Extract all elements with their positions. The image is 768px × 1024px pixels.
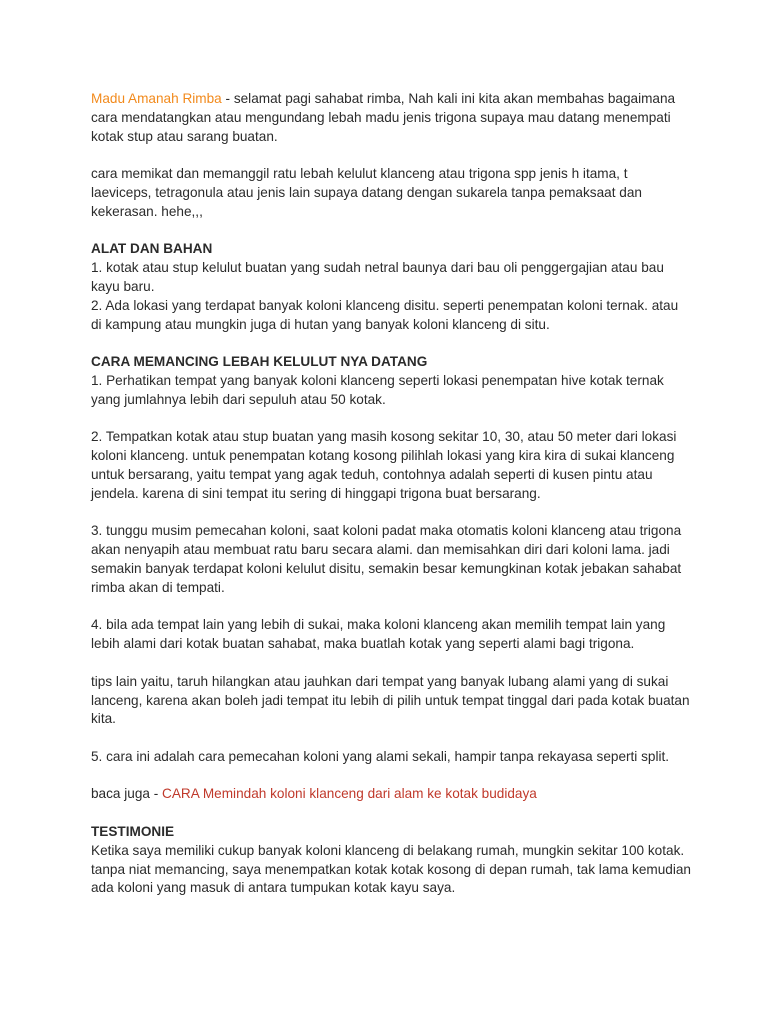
testimonie-heading: TESTIMONIE	[91, 824, 175, 840]
method-step-2: 2. Tempatkan kotak atau stup buatan yang masih kosong sekitar 10, 30, atau 50 meter dari lokasi koloni klanceng. untuk penempatan kotang kosong pilihlah lokasi yang kira kira di sukai klanceng untuk bersarang, yaitu tempat yang agak teduh, contohnya adalah seperti di kusen pintu atau jendela. karena di sini tempat itu sering di hinggapi trigona buat bersarang.	[91, 429, 677, 501]
method-step-3: 3. tunggu musim pemecahan koloni, saat koloni padat maka otomatis koloni klanceng atau trigona akan nenyapih atau membuat ratu baru secara alami. dan memisahkan diri dari koloni lama. jadi semakin banyak terdapat koloni kelulut disitu, semakin besar kemungkinan kotak jebakan sahabat rimba akan di tempati.	[91, 523, 682, 595]
method-step-4: 4. bila ada tempat lain yang lebih di sukai, maka koloni klanceng akan memilih tempat lain yang lebih alami dari kotak buatan sahabat, maka buatlah kotak yang seperti alami bagi trigona.	[91, 617, 666, 652]
tools-heading: ALAT DAN BAHAN	[91, 241, 213, 257]
article-body	[91, 90, 691, 917]
tools-section	[91, 240, 691, 334]
tools-item-1: 1. kotak atau stup kelulut buatan yang sudah netral baunya dari bau oli penggergajian atau bau kayu baru.	[91, 260, 664, 294]
read-also-link[interactable]: CARA Memindah koloni klanceng dari alam ke kotak budidaya	[162, 786, 537, 802]
method-tips: tips lain yaitu, taruh hilangkan atau jauhkan dari tempat yang banyak lubang alami yang di sukai lanceng, karena akan boleh jadi tempat itu lebih di pilih untuk tempat tinggal dari pada kotak buatan kita.	[91, 673, 690, 727]
tools-item-2: 2. Ada lokasi yang terdapat banyak koloni klanceng disitu. seperti penempatan koloni ternak. atau di kampung atau mungkin juga di hutan yang banyak koloni klanceng di situ.	[91, 297, 679, 332]
read-also-prefix: baca juga -	[91, 786, 163, 802]
method-heading: CARA MEMANCING LEBAH KELULUT NYA DATANG	[91, 354, 428, 370]
intro2-paragraph: cara memikat dan memanggil ratu lebah kelulut klanceng atau trigona spp jenis h itama, t laeviceps, tetragonula atau jenis lain supaya datang dengan sukarela tanpa pemaksaat dan kekerasan. hehe,,,	[91, 166, 642, 219]
intro-text: - selamat pagi sahabat rimba, Nah kali ini kita akan membahas bagaimana cara mendatangkan atau mengundang lebah madu jenis trigona supaya mau datang menempati kotak stup atau sarang buatan.	[91, 91, 676, 144]
brand-link[interactable]: Madu Amanah Rimba	[91, 91, 222, 106]
method-section	[91, 353, 691, 409]
intro-paragraph	[91, 90, 691, 146]
testimonie-text: Ketika saya memiliki cukup banyak koloni klanceng di belakang rumah, mungkin sekitar 100 kotak. tanpa niat memancing, saya menempatkan kotak kotak kosong di depan rumah, tak lama kemudian ada koloni yang masuk di antara tumpukan kotak kayu saya.	[91, 842, 691, 896]
read-also	[91, 785, 691, 804]
method-step-1: 1. Perhatikan tempat yang banyak koloni klanceng seperti lokasi penempatan hive kotak ternak yang jumlahnya lebih dari sepuluh atau 50 kotak.	[91, 372, 664, 407]
testimonie-section	[91, 823, 691, 898]
method-step-5: 5. cara ini adalah cara pemecahan koloni yang alami sekali, hampir tanpa rekayasa seperti split.	[91, 748, 670, 764]
